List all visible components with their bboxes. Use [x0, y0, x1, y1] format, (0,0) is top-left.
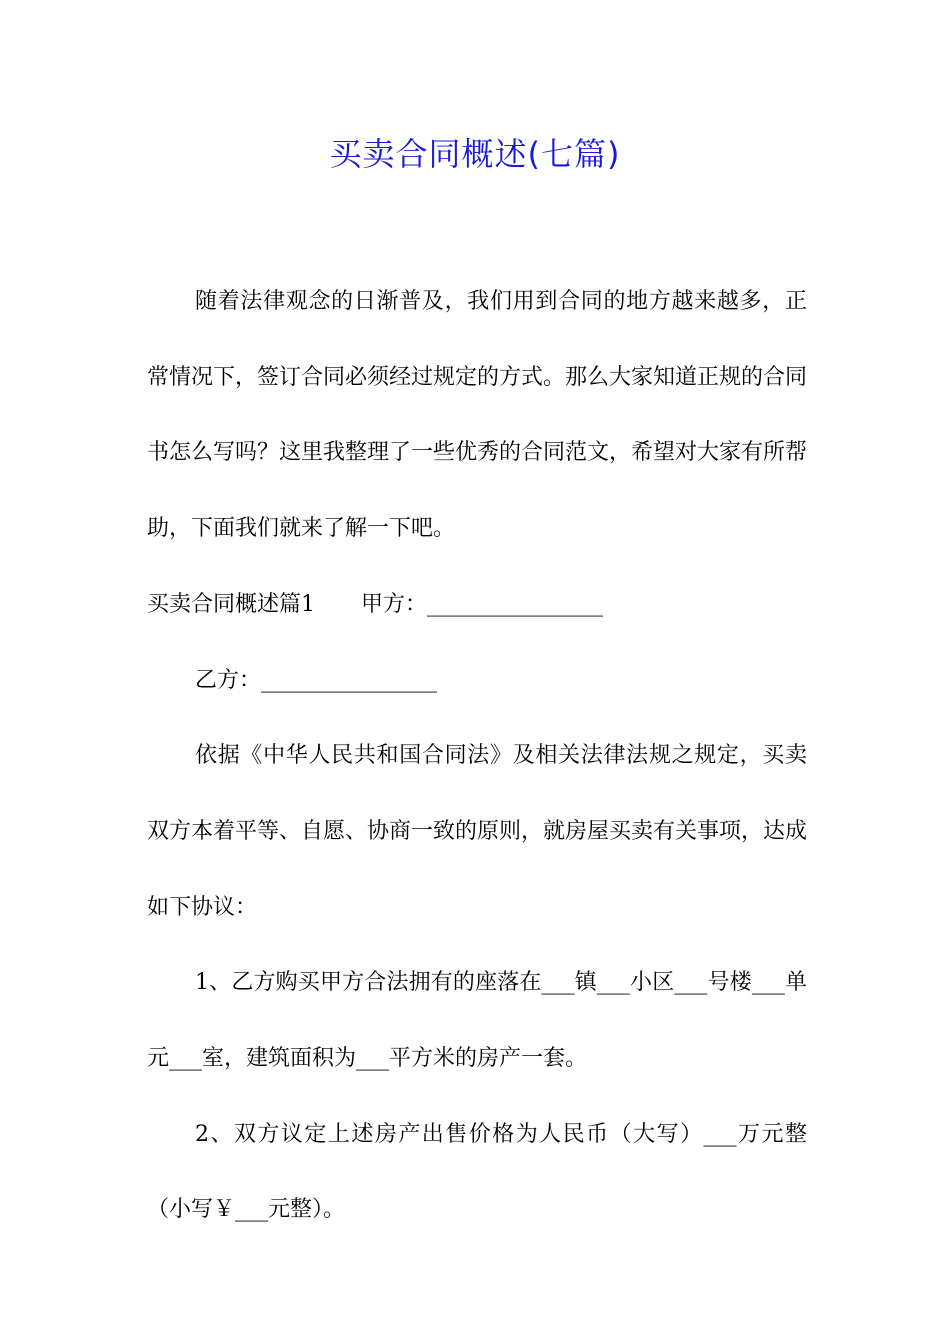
intro-paragraph: 随着法律观念的日渐普及，我们用到合同的地方越来越多，正常情况下，签订合同必须经过规定的方式。那么大家知道正规的合同书怎么写吗？这里我整理了一些优秀的合同范文，希望对大家有所帮助，下面我们就来了解一下吧。: [147, 289, 808, 542]
party-a-field: 甲方：________________: [361, 591, 604, 617]
party-b-field: 乙方：________________: [195, 667, 438, 693]
section-heading: 买卖合同概述篇1: [147, 591, 315, 617]
clause-2: 2、双方议定上述房产出售价格为人民币（大写）___万元整（小写￥___元整）。: [147, 1121, 807, 1223]
clause-1: 1、乙方购买甲方合法拥有的座落在___镇___小区___号楼___单元___室，建筑面积为___平方米的房产一套。: [147, 970, 807, 1072]
section-heading-line: [147, 567, 807, 643]
basis-paragraph: 依据《中华人民共和国合同法》及相关法律法规之规定，买卖双方本着平等、自愿、协商一致的原则，就房屋买卖有关事项，达成如下协议：: [147, 743, 808, 920]
document-title: 买卖合同概述(七篇): [329, 135, 621, 173]
document-body: [147, 264, 807, 1248]
